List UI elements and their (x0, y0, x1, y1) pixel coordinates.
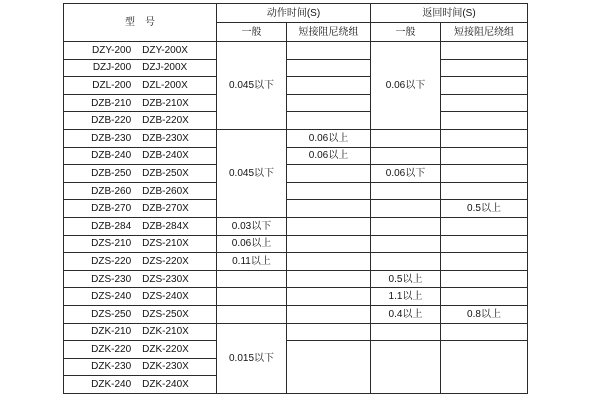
value-cell (371, 217, 441, 235)
return-general-header: 一般 (371, 23, 441, 42)
value-cell (287, 42, 371, 60)
model-name: DZK-220 (91, 343, 132, 355)
model-name: DZB-260X (142, 185, 189, 197)
model-name: DZY-200 (92, 44, 132, 56)
model-name: DZB-230X (142, 132, 189, 144)
model-cell (64, 341, 217, 359)
model-name: DZB-230 (91, 132, 132, 144)
value-cell (371, 129, 441, 147)
value-cell (287, 200, 371, 218)
value-cell: 0.06以下 (371, 165, 441, 183)
model-name: DZK-210 (91, 326, 132, 338)
model-cell (64, 253, 217, 271)
value-cell: 0.045以下 (217, 129, 287, 217)
model-cell (64, 165, 217, 183)
value-cell (441, 235, 528, 253)
header-row-groups (64, 4, 528, 23)
model-name: DZK-240X (142, 379, 189, 391)
value-cell (371, 200, 441, 218)
value-cell (371, 235, 441, 253)
value-cell (287, 305, 371, 323)
model-name: DZJ-200 (92, 62, 132, 74)
value-cell: 0.5以上 (441, 200, 528, 218)
table-row (64, 42, 528, 60)
value-cell (441, 94, 528, 112)
model-cell (64, 323, 217, 341)
table-row (64, 77, 528, 95)
model-name: DZB-284X (142, 220, 189, 232)
model-name: DZB-210 (91, 97, 132, 109)
value-cell (371, 341, 441, 394)
value-cell (441, 217, 528, 235)
value-cell: 0.045以下 (217, 42, 287, 130)
action-damping-header: 短接阻尼绕组 (287, 23, 371, 42)
value-cell (287, 217, 371, 235)
table-row (64, 305, 528, 323)
value-cell (287, 112, 371, 130)
value-cell (287, 59, 371, 77)
model-name: DZS-230X (142, 273, 189, 285)
return-damping-header: 短接阻尼绕组 (441, 23, 528, 42)
value-cell (287, 288, 371, 306)
value-cell: 0.06以下 (371, 42, 441, 130)
table-row (64, 165, 528, 183)
value-cell (287, 182, 371, 200)
model-name: DZB-220X (142, 115, 189, 127)
value-cell (217, 305, 287, 323)
model-cell (64, 358, 217, 376)
model-name: DZK-220X (142, 343, 189, 355)
value-cell (441, 59, 528, 77)
spec-table (63, 3, 528, 394)
model-name: DZS-210 (91, 238, 132, 250)
value-cell: 0.03以下 (217, 217, 287, 235)
table-row (64, 112, 528, 130)
model-name: DZS-240X (142, 291, 189, 303)
value-cell (441, 165, 528, 183)
model-cell (64, 94, 217, 112)
model-column-header: 型 号 (64, 4, 217, 42)
model-name: DZS-220X (142, 255, 189, 267)
model-name: DZB-240X (142, 150, 189, 162)
model-cell (64, 112, 217, 130)
model-name: DZB-270X (142, 203, 189, 215)
model-name: DZL-200X (142, 79, 188, 91)
model-cell (64, 182, 217, 200)
value-cell (287, 235, 371, 253)
value-cell: 0.8以上 (441, 305, 528, 323)
value-cell (441, 182, 528, 200)
table-row (64, 288, 528, 306)
value-cell (287, 253, 371, 271)
table-row (64, 341, 528, 359)
value-cell (371, 147, 441, 165)
model-cell (64, 129, 217, 147)
model-name: DZS-230 (91, 273, 132, 285)
action-time-header: 动作时间(S) (217, 4, 371, 23)
model-name: DZB-220 (91, 115, 132, 127)
value-cell: 0.06以上 (217, 235, 287, 253)
value-cell (441, 77, 528, 95)
value-cell (287, 270, 371, 288)
model-name: DZY-200X (142, 44, 188, 56)
value-cell: 0.015以下 (217, 323, 287, 393)
model-cell (64, 270, 217, 288)
value-cell (287, 94, 371, 112)
table-row (64, 59, 528, 77)
table-row (64, 253, 528, 271)
value-cell (371, 182, 441, 200)
model-name: DZB-250X (142, 167, 189, 179)
model-name: DZB-240 (91, 150, 132, 162)
value-cell (287, 165, 371, 183)
value-cell (441, 147, 528, 165)
value-cell (441, 323, 528, 341)
table-row (64, 235, 528, 253)
model-name: DZK-210X (142, 326, 189, 338)
action-general-header: 一般 (217, 23, 287, 42)
value-cell (371, 323, 441, 341)
table-row (64, 182, 528, 200)
model-name: DZS-250X (142, 308, 189, 320)
model-name: DZL-200 (92, 79, 132, 91)
model-name: DZB-260 (91, 185, 132, 197)
model-name: DZS-240 (91, 291, 132, 303)
return-time-header: 返回时间(S) (371, 4, 528, 23)
table-row (64, 200, 528, 218)
model-name: DZS-250 (91, 308, 132, 320)
value-cell: 0.5以上 (371, 270, 441, 288)
value-cell (217, 270, 287, 288)
value-cell (441, 42, 528, 60)
model-name: DZK-230X (142, 361, 189, 373)
table-row (64, 270, 528, 288)
model-cell (64, 42, 217, 60)
value-cell: 0.11以上 (217, 253, 287, 271)
value-cell (441, 270, 528, 288)
model-name: DZS-210X (142, 238, 189, 250)
table-header (64, 4, 528, 42)
model-cell (64, 217, 217, 235)
table-row (64, 147, 528, 165)
model-cell (64, 200, 217, 218)
table-body (64, 42, 528, 394)
value-cell (441, 129, 528, 147)
model-name: DZB-210X (142, 97, 189, 109)
model-name: DZS-220 (91, 255, 132, 267)
value-cell (441, 341, 528, 394)
value-cell (287, 77, 371, 95)
model-cell (64, 59, 217, 77)
model-name: DZB-250 (91, 167, 132, 179)
value-cell: 0.06以上 (287, 129, 371, 147)
model-cell (64, 235, 217, 253)
table-row (64, 94, 528, 112)
table-row (64, 323, 528, 341)
model-cell (64, 376, 217, 394)
value-cell (217, 288, 287, 306)
model-name: DZB-284 (91, 220, 132, 232)
model-cell (64, 288, 217, 306)
table-row (64, 129, 528, 147)
model-cell (64, 147, 217, 165)
value-cell (441, 288, 528, 306)
value-cell: 0.06以上 (287, 147, 371, 165)
value-cell (371, 253, 441, 271)
value-cell: 0.4以上 (371, 305, 441, 323)
model-cell (64, 305, 217, 323)
model-name: DZB-270 (91, 203, 132, 215)
model-name: DZK-230 (91, 361, 132, 373)
value-cell (287, 323, 371, 341)
value-cell (441, 253, 528, 271)
value-cell (287, 341, 371, 394)
value-cell (441, 112, 528, 130)
value-cell: 1.1以上 (371, 288, 441, 306)
model-cell (64, 77, 217, 95)
table-row (64, 217, 528, 235)
model-name: DZK-240 (91, 379, 132, 391)
model-name: DZJ-200X (142, 62, 188, 74)
